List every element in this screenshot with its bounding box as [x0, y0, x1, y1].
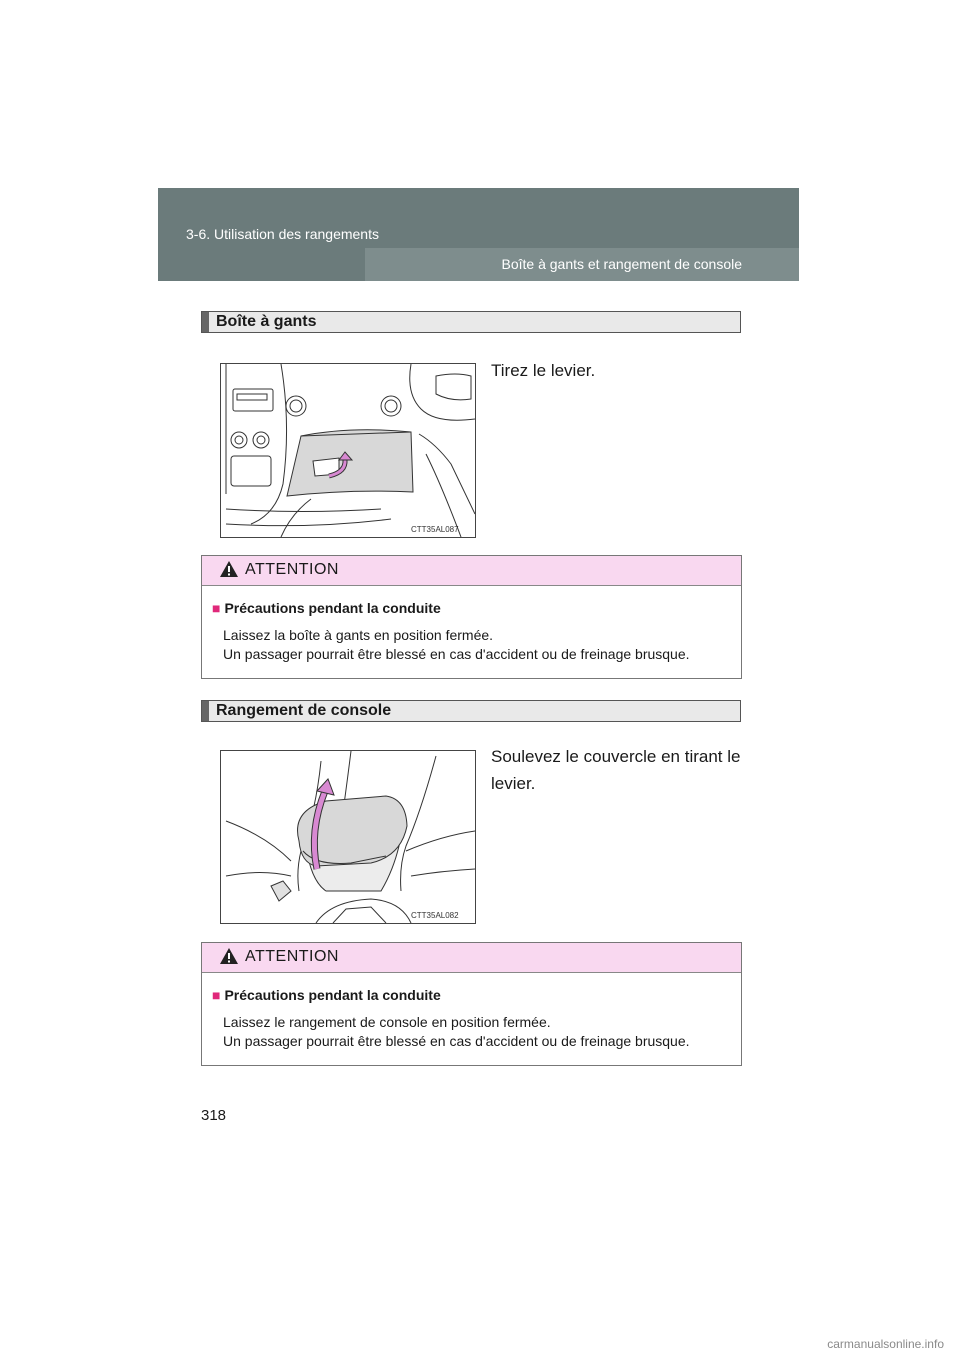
square-bullet-icon: ■ — [212, 987, 221, 1003]
page-number: 318 — [201, 1107, 227, 1124]
warning-title-text: Précautions pendant la conduite — [224, 987, 441, 1003]
glovebox-instruction: Tirez le levier. — [491, 361, 596, 380]
section-title: 3-6. Utilisation des rangements — [186, 226, 379, 242]
warning-box — [201, 942, 742, 1066]
figure-code: CTT35AL082 — [411, 911, 459, 920]
console-section-bar — [201, 700, 741, 722]
page-header — [158, 188, 799, 281]
figure-code: CTT35AL087 — [411, 525, 459, 534]
warning-label: ATTENTION — [245, 948, 339, 965]
console-instruction: Soulevez le couvercle en tirant le levier. — [491, 747, 741, 793]
warning-title — [212, 599, 731, 618]
warning-header — [202, 556, 741, 586]
warning-line: Un passager pourrait être blessé en cas d'accident ou de freinage brusque. — [223, 646, 690, 662]
warning-header — [202, 943, 741, 973]
warning-title-text: Précautions pendant la conduite — [224, 600, 441, 616]
page-subtitle: Boîte à gants et rangement de console — [365, 248, 799, 281]
console-title: Rangement de console — [216, 702, 392, 719]
glovebox-section-bar — [201, 311, 741, 333]
section-accent — [202, 701, 209, 721]
warning-line: Laissez le rangement de console en position fermée. — [223, 1014, 551, 1030]
warning-title — [212, 986, 731, 1005]
section-accent — [202, 312, 209, 332]
warning-line: Un passager pourrait être blessé en cas d'accident ou de freinage brusque. — [223, 1033, 690, 1049]
glovebox-title: Boîte à gants — [216, 313, 317, 330]
warning-box — [201, 555, 742, 679]
warning-line: Laissez la boîte à gants en position fermée. — [223, 627, 494, 643]
warning-triangle-icon — [219, 947, 239, 965]
warning-label: ATTENTION — [245, 561, 339, 578]
square-bullet-icon: ■ — [212, 600, 221, 616]
warning-triangle-icon — [219, 560, 239, 578]
footer-watermark: carmanualsonline.info — [827, 1337, 944, 1351]
glovebox-illustration — [220, 363, 476, 538]
console-illustration — [220, 750, 476, 924]
